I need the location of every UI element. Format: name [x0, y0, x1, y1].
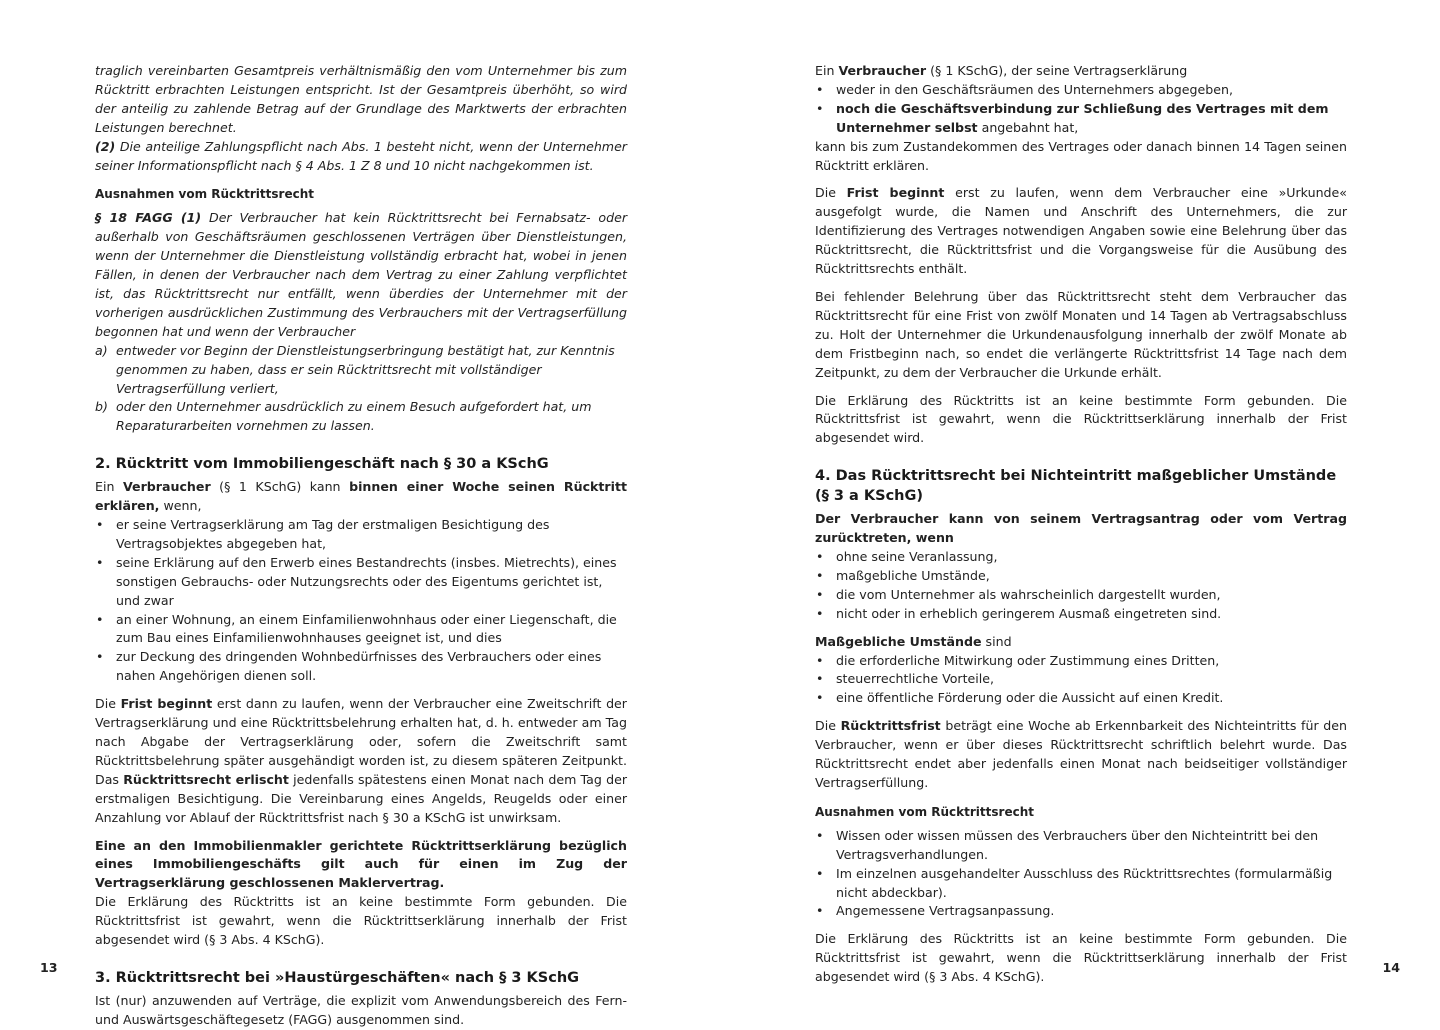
section-2-makler-paragraph: Eine an den Immobilienmakler gerichtete Rücktrittserklärung bezüglich eines Immobiliengeschäfts gilt auch für einen im Zug der Vertragserklärung geschlossenen Maklervertrag. Die Erklärung des Rücktritts ist an keine bestimmte Form gebunden. Die Rücktrittsfrist ist gewahrt, wenn die Rücktrittserklärung innerhalb der Frist abgesendet wird (§ 3 Abs. 4 KSchG). — [95, 837, 627, 948]
section-4-umstaende-list — [815, 652, 1347, 709]
section-4-frist-paragraph: Die Rücktrittsfrist beträgt eine Woche ab Erkennbarkeit des Nichteintritts für den Verbraucher, wenn er über dieses Rücktrittsrecht schriftlich belehrt wurde. Das Rücktrittsrecht endet aber jedenfalls einen Monat nach beidseitiger vollständiger Vertragserfüllung. — [815, 718, 1347, 790]
list-item: • zur Deckung des dringenden Wohnbedürfnisses des Verbrauchers oder eines nahen Angehörigen dienen soll. — [95, 648, 627, 686]
list-item: • die erforderliche Mitwirkung oder Zustimmung eines Dritten, — [815, 652, 1347, 671]
list-item: • noch die Geschäftsverbindung zur Schließung des Vertrages mit dem Unternehmer selbst angebahnt hat, — [815, 100, 1347, 138]
section-2-heading: 2. Rücktritt vom Immobiliengeschäft nach § 30 a KSchG — [95, 456, 549, 473]
intro-italic-paragraph: traglich vereinbarten Gesamtpreis verhältnismäßig den vom Unternehmer bis zum Rücktritt erbrachten Leistungen entspricht. Ist der Gesamtpreis überhöht, so wird der anteilig zu zahlende Betrag auf der Grundlage des Marktwerts der erbrachten Leistungen berechnet. (2) Die anteilige Zahlungspflicht nach Abs. 1 besteht nicht, wenn der Unternehmer seiner Informationspflicht nach § 4 Abs. 1 Z 8 und 10 nicht nachgekommen ist. — [95, 63, 627, 173]
right-intro-after: kann bis zum Zustandekommen des Vertrages oder danach binnen 14 Tagen seinen Rücktritt erklären. — [815, 138, 1347, 173]
fagg-ref: § 18 FAGG (1) — [95, 210, 202, 226]
section-4-form-paragraph: Die Erklärung des Rücktritts ist an keine bestimmte Form gebunden. Die Rücktrittsfrist ist gewahrt, wenn die Rücktrittserklärung innerhalb der Frist abgesendet wird (§ 3 Abs. 4 KSchG). — [815, 931, 1347, 985]
section-4-lead: Der Verbraucher kann von seinem Vertragsantrag oder vom Vertrag zurücktreten, wenn — [815, 511, 1347, 546]
right-belehrung-paragraph: Bei fehlender Belehrung über das Rücktrittsrecht steht dem Verbraucher das Rücktrittsrecht für eine Frist von zwölf Monaten und 14 Tagen ab Vertragsabschluss zu. Holt der Unternehmer die Urkundenausfolgung innerhalb der zwölf Monate ab dem Fristbeginn nach, so endet die verlängerte Rücktrittsfrist 14 Tage nach dem Zeitpunkt, zu dem der Verbraucher die Urkunde erhält. — [815, 288, 1347, 380]
list-item: • die vom Unternehmer als wahrscheinlich dargestellt wurden, — [815, 586, 1347, 605]
section-4-exceptions-list — [815, 827, 1347, 922]
section-4-heading: 4. Das Rücktrittsrecht bei Nichteintritt maßgeblicher Umstände (§ 3 a KSchG) — [815, 468, 1337, 505]
right-frist-paragraph: Die Frist beginnt erst zu laufen, wenn dem Verbraucher eine »Urkunde« ausgefolgt wurde, die Namen und Anschrift des Unternehmers, die zur Identifizierung des Vertrages notwendigen Angaben sowie eine Belehrung über das Rücktrittsrecht, die Rücktrittsfrist und die Vorgangsweise für die Ausübung des Rücktrittsrechts enthält. — [815, 185, 1347, 277]
list-item: • maßgebliche Umstände, — [815, 567, 1347, 586]
fagg-list — [95, 342, 627, 437]
list-item: • weder in den Geschäftsräumen des Unternehmers abgegeben, — [815, 81, 1347, 100]
right-intro-list — [815, 81, 1347, 138]
section-3-text: Ist (nur) anzuwenden auf Verträge, die explizit vom Anwendungsbereich des Fern- und Auswärtsgeschäftegesetz (FAGG) ausgenommen sind. — [95, 992, 627, 1027]
section-2-list — [95, 516, 627, 686]
list-item: • Wissen oder wissen müssen des Verbrauchers über den Nichteintritt bei den Vertragsverhandlungen. — [815, 827, 1347, 865]
para2-number: (2) — [95, 138, 116, 154]
list-item: • steuerrechtliche Vorteile, — [815, 670, 1347, 689]
left-page-column — [95, 62, 627, 1030]
section-4-exceptions-heading: Ausnahmen vom Rücktrittsrecht — [815, 804, 1034, 819]
list-item: • er seine Vertragserklärung am Tag der erstmaligen Besichtigung des Vertragsobjektes abgegeben hat, — [95, 516, 627, 554]
page-number-right: 14 — [1382, 960, 1400, 975]
list-item: • seine Erklärung auf den Erwerb eines Bestandrechts (insbes. Mietrechts), eines sonstigen Gebrauchs- oder Nutzungsrechts oder des Eigentums gerichtet ist, und zwar — [95, 554, 627, 611]
exceptions-heading: Ausnahmen vom Rücktrittsrecht — [95, 187, 314, 202]
section-2-intro: Ein Verbraucher (§ 1 KSchG) kann binnen einer Woche seinen Rücktritt erklären, wenn, — [95, 479, 627, 514]
list-item: • Im einzelnen ausgehandelter Ausschluss des Rücktrittsrechtes (formularmäßig nicht abdeckbar). — [815, 865, 1347, 903]
right-page-column — [815, 62, 1347, 987]
list-item: a) entweder vor Beginn der Dienstleistungserbringung bestätigt hat, zur Kenntnis genommen zu haben, dass er sein Rücktrittsrecht mit vollständiger Vertragserfüllung verliert, — [95, 342, 615, 396]
list-item: • eine öffentliche Förderung oder die Aussicht auf einen Kredit. — [815, 689, 1347, 708]
page-number-left: 13 — [40, 960, 58, 975]
section-4-umstaende: Maßgebliche Umstände sind — [815, 633, 1012, 649]
fagg-paragraph: § 18 FAGG (1) Der Verbraucher hat kein Rücktrittsrecht bei Fernabsatz- oder außerhalb von Geschäftsräumen geschlossenen Verträgen über Dienstleistungen, wenn der Unternehmer die Dienstleistung vollständig erbracht hat, wobei in jenen Fällen, in denen der Verbraucher nach dem Vertrag zu einer Zahlung verpflichtet ist, das Rücktrittsrecht nur entfällt, wenn überdies der Unternehmer mit der vorherigen ausdrücklichen Zustimmung des Verbrauchers mit der Vertragserfüllung begonnen hat und wenn der Verbraucher — [95, 210, 627, 339]
list-item: • nicht oder in erheblich geringerem Ausmaß eingetreten sind. — [815, 605, 1347, 624]
list-item: b) oder den Unternehmer ausdrücklich zu einem Besuch aufgefordert hat, um Reparaturarbeiten vornehmen zu lassen. — [95, 399, 592, 434]
list-item: • Angemessene Vertragsanpassung. — [815, 902, 1347, 921]
list-item: • ohne seine Veranlassung, — [815, 548, 1347, 567]
section-4-list — [815, 548, 1347, 624]
section-3-heading: 3. Rücktrittsrecht bei »Haustürgeschäften« nach § 3 KSchG — [95, 969, 580, 986]
right-form-paragraph: Die Erklärung des Rücktritts ist an keine bestimmte Form gebunden. Die Rücktrittsfrist ist gewahrt, wenn die Rücktrittserklärung innerhalb der Frist abgesendet wird. — [815, 392, 1347, 446]
right-intro: Ein Verbraucher (§ 1 KSchG), der seine Vertragserklärung — [815, 63, 1188, 78]
section-2-frist-paragraph: Die Frist beginnt erst dann zu laufen, wenn der Verbraucher eine Zweitschrift der Vertragserklärung und eine Rücktrittsbelehrung erhalten hat, d. h. entweder am Tag nach Abgabe der Vertragserklärung oder, sofern die Zweitschrift samt Rücktrittsbelehrung später ausgehändigt worden ist, zu diesem späteren Zeitpunkt. Das Rücktrittsrecht erlischt jedenfalls spätestens einen Monat nach dem Tag der erstmaligen Besichtigung. Die Vereinbarung eines Angelds, Reugelds oder einer Anzahlung vor Ablauf der Rücktrittsfrist nach § 30 a KSchG ist unwirksam. — [95, 696, 627, 825]
list-item: • an einer Wohnung, an einem Einfamilienwohnhaus oder einer Liegenschaft, die zum Bau eines Einfamilienwohnhauses geeignet ist, und dies — [95, 611, 627, 649]
